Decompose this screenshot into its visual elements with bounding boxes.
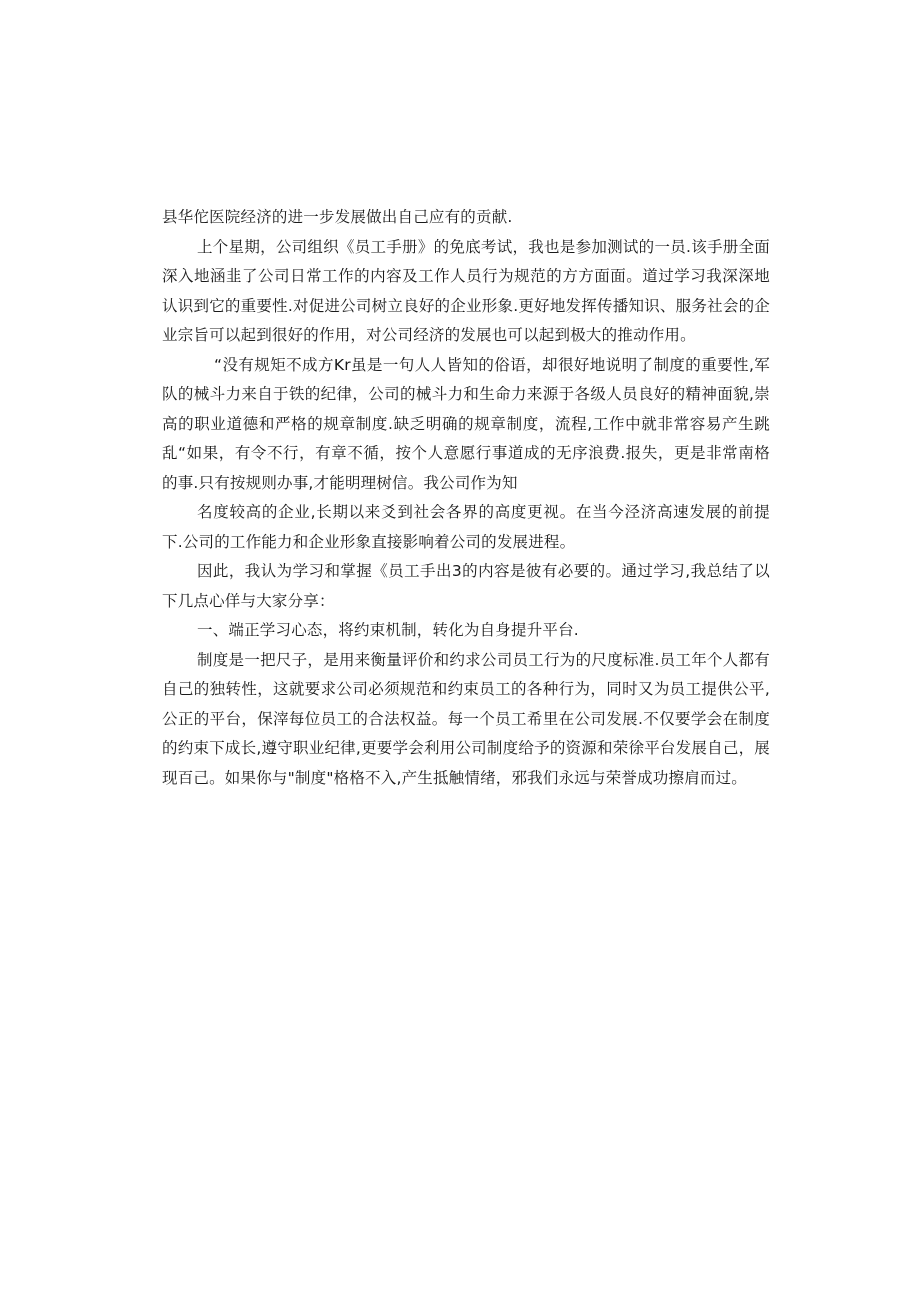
paragraph-2: 上个星期，公司组织《员工手册》的免底考试，我也是参加测试的一员.该手册全面深入地涵韭了公司日常工作的内容及工作人员行为规范的方方面面。道过学习我深深地认识到它的重要性.对促进公司树立良好的企业形象.更好地发挥传播知识、服务社会的企业宗旨可以起到很好的作用，对公司经济的发展也可以起到极大的推动作用。 [162,237,770,344]
paragraph-6: 制度是一把尺子，是用来衡量评价和约求公司员工行为的尺度标准.员工年个人都有自己的独转性，这就要求公司必须规范和约束员工的各种行为，同时又为员工提供公平,公正的平台，保滓每位员工的合法权益。每一个员工希里在公司发展.不仅要学会在制度的约束下成长,遵守职业纪律,更要学会利用公司制度给予的资源和荣徐平台发展自己，展现百己。如果你与"制度"格格不入,产生抵触情绪，邪我们永远与荣誉成功擦肩而过。 [162,650,770,787]
paragraph-3: “没有规矩不成方Kr虽是一句人人皆知的俗语，却很好地说明了制度的重要性,军队的械斗力来自于铁的纪律，公司的械斗力和生命力来源于各级人员良好的精神面貌,崇高的职业道德和严格的规章制度.缺乏明确的规章制度，流程,工作中就非常容易产生跳乱“如果，有令不行，有章不循，按个人意愿行事道成的无序浪费.报失，更是非常南格的事.只有按规则办事,才能明理树信。我公司作为知 [162,355,770,492]
paragraph-5: 因此，我认为学习和掌握《员工手出3的内容是彼有必要的。通过学习,我总结了以下几点心佯与大家分享： [162,562,770,610]
section-heading-1: 一、端正学习心态，将约束机制，转化为自身提升平台. [197,621,579,639]
document-body [162,203,770,793]
paragraph-4: 名度较高的企业,长期以来爻到社会各界的高度更视。在当今泾济高速发展的前提下.公司的工作能力和企业形象直接影响着公司的发展进程。 [162,503,770,551]
paragraph-1: 县华佗医院经济的进一步发展做出自己应有的贡献. [162,208,513,226]
